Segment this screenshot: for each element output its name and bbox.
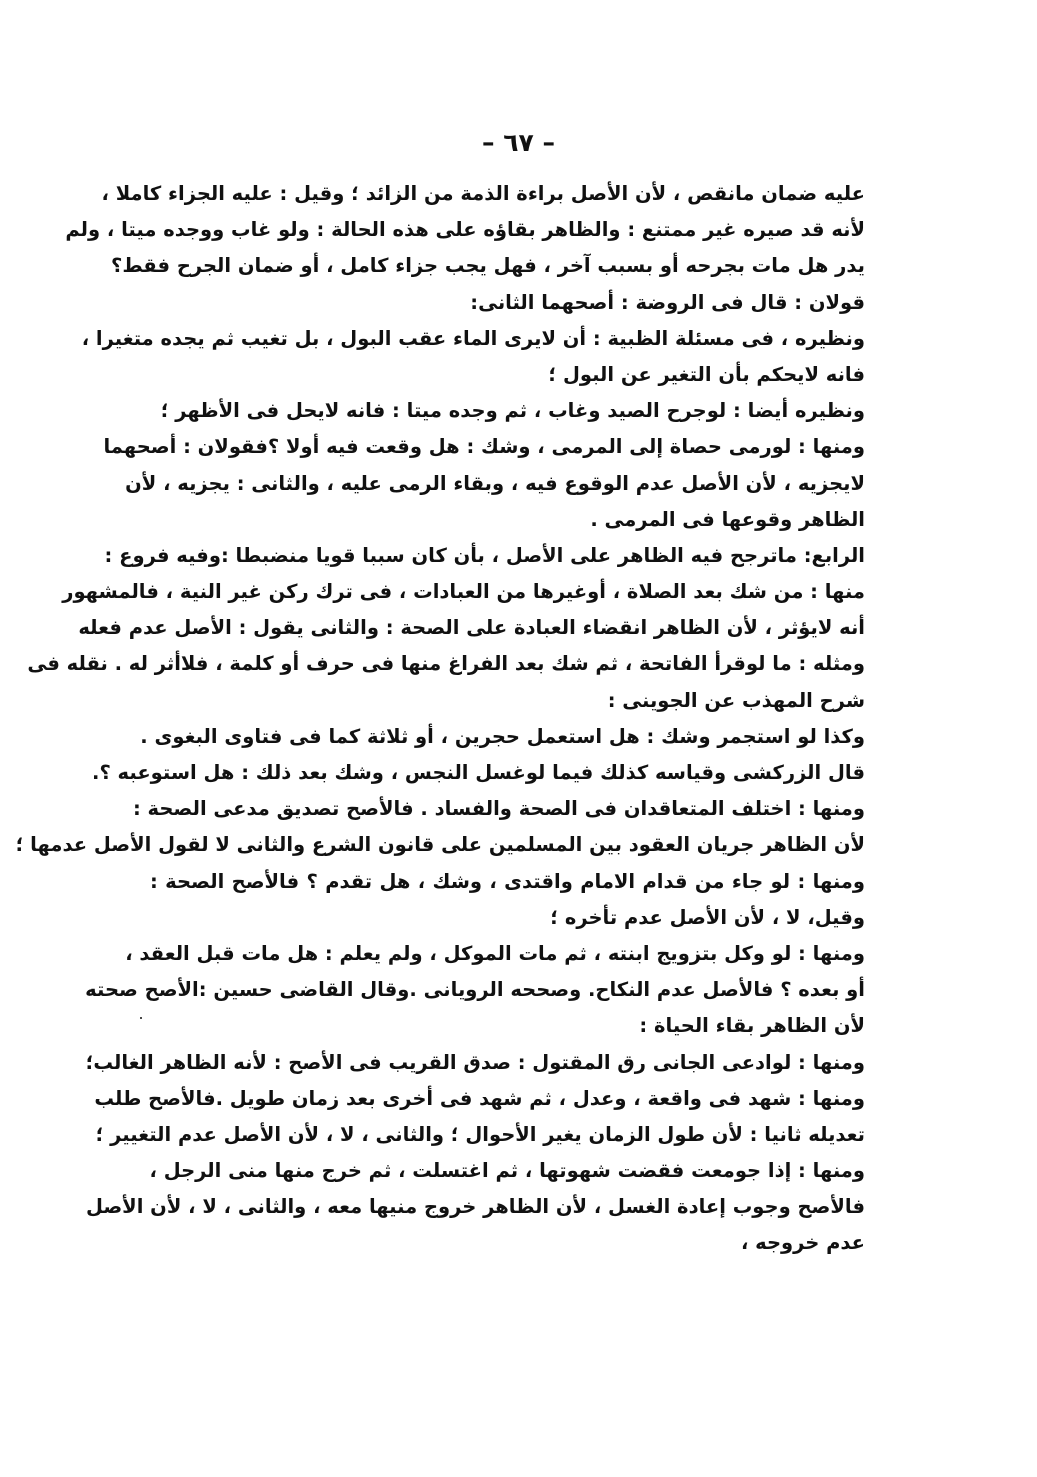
text-line: لأنه قد صيره غير ممتنع : والظاهر بقاؤه على هذه الحالة : ولو غاب ووجده ميتا ، ولم <box>65 218 865 242</box>
text-line: ومنها : شهد فى واقعة ، وعدل ، ثم شهد فى أخرى بعد زمان طويل .فالأصح طلب <box>94 1086 865 1110</box>
text-line: ونظيره أيضا : لوجرح الصيد وغاب ، ثم وجده ميتا : فانه لايحل فى الأظهر ؛ <box>160 399 865 423</box>
text-line: لايجزيه ، لأن الأصل عدم الوقوع فيه ، وبقاء الرمى عليه ، والثانى : يجزيه ، لأن <box>125 471 865 495</box>
page-number: – ٦٧ – <box>482 128 555 157</box>
text-line: عدم خروجه ، <box>740 1231 865 1255</box>
text-line: ومنها : إذا جومعت فقضت شهوتها ، ثم اغتسلت ، ثم خرج منها منى الرجل ، <box>149 1159 865 1183</box>
text-line: فالأصح وجوب إعادة الغسل ، لأن الظاهر خروج منيها معه ، والثانى ، لا ، لأن الأصل <box>85 1195 865 1219</box>
text-line: منها : من شك بعد الصلاة ، أوغيرها من العبادات ، فى ترك ركن غير النية ، فالمشهور <box>62 580 865 604</box>
text-line: شرح المهذب عن الجوينى : <box>607 688 865 712</box>
text-line: قال الزركشى وقياسه كذلك فيما لوغسل النجس ، وشك بعد ذلك : هل استوعبه ؟. <box>92 761 865 784</box>
text-line: وكذا لو استجمر وشك : هل استعمل حجرين ، أو ثلاثة كما فى فتاوى البغوى . <box>140 724 865 748</box>
text-line: لأن الظاهر بقاء الحياة : <box>639 1014 865 1038</box>
margin-dot <box>140 1017 142 1019</box>
text-line: الظاهر وقوعها فى المرمى . <box>590 507 865 531</box>
text-line: ومنها : لو وكل بتزويج ابنته ، ثم مات الموكل ، ولم يعلم : هل مات قبل العقد ، <box>125 941 865 965</box>
text-line: وقيل، لا ، لأن الأصل عدم تأخره ؛ <box>550 905 865 929</box>
body-text <box>15 176 865 1262</box>
text-line: تعديله ثانيا : لأن طول الزمان يغير الأحوال ؛ والثانى ، لا ، لأن الأصل عدم التغيير ؛ <box>95 1122 865 1146</box>
text-line: أنه لايؤثر ، لأن الظاهر انقضاء العبادة على الصحة : والثانى يقول : الأصل عدم فعله <box>78 616 865 640</box>
text-line: ومنها : لوادعى الجانى رق المقتول : صدق القريب فى الأصح : لأنه الظاهر الغالب؛ <box>85 1050 865 1074</box>
text-line: قولان : قال فى الروضة : أصحهما الثانى: <box>470 290 865 314</box>
text-line: الرابع: ماترجح فيه الظاهر على الأصل ، بأن كان سببا قويا منضبطا :وفيه فروع : <box>104 543 865 567</box>
text-line: يدر هل مات بجرحه أو بسبب آخر ، فهل يجب جزاء كامل ، أو ضمان الجرح فقط؟ <box>111 254 865 278</box>
text-line: ومثله : ما لوقرأ الفاتحة ، ثم شك بعد الفراغ منها فى حرف أو كلمة ، فلاأثر له . نقله فى <box>27 652 865 676</box>
text-line: ومنها : اختلف المتعاقدان فى الصحة والفساد . فالأصح تصديق مدعى الصحة : <box>132 797 865 821</box>
text-line: لأن الظاهر جريان العقود بين المسلمين على قانون الشرع والثانى لا لقول الأصل عدمها ؛ <box>15 833 865 857</box>
text-line: أو بعده ؟ فالأصل عدم النكاح. وصححه الرويانى .وقال القاضى حسين :الأصح صحته <box>85 978 865 1002</box>
text-line: ومنها : لو جاء من قدام الامام واقتدى ، وشك ، هل تقدم ؟ فالأصح الصحة : <box>150 869 865 893</box>
text-line: عليه ضمان مانقص ، لأن الأصل براءة الذمة من الزائد ؛ وقيل : عليه الجزاء كاملا ، <box>101 182 865 205</box>
text-line: ومنها : لورمى حصاة إلى المرمى ، وشك : هل وقعت فيه أولا ؟فقولان : أصحهما <box>103 435 865 459</box>
text-line: ونظيره ، فى مسئلة الظبية : أن لايرى الماء عقب البول ، بل تغيب ثم يجده متغيرا ، <box>81 326 865 350</box>
text-line: فانه لايحكم بأن التغير عن البول ؛ <box>548 362 865 386</box>
